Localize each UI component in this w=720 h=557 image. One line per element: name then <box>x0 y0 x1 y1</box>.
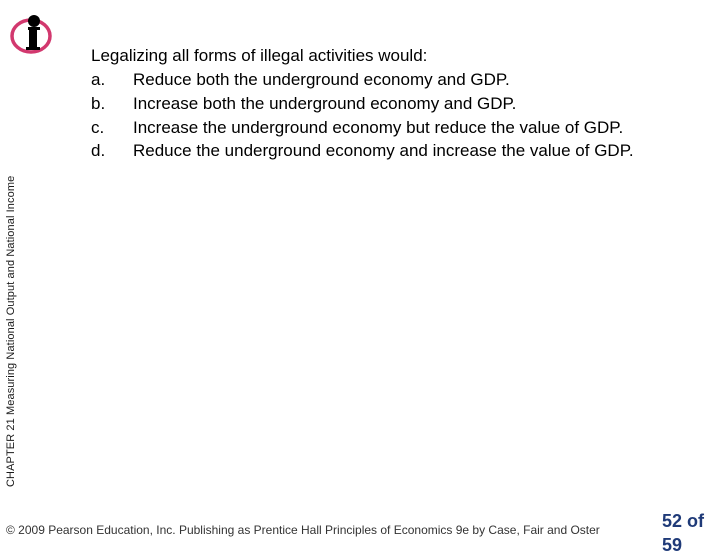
option-text: Reduce both the underground economy and GDP. <box>133 70 510 89</box>
option-d <box>91 139 651 162</box>
option-text: Reduce the underground economy and increase the value of GDP. <box>133 141 634 160</box>
question-text: Legalizing all forms of illegal activities would: <box>91 46 428 65</box>
chapter-side-label: CHAPTER 21 Measuring National Output and National Income <box>5 175 17 487</box>
option-letter: c. <box>91 118 105 137</box>
question-block <box>91 44 651 162</box>
option-letter: a. <box>91 70 106 89</box>
option-letter: d. <box>91 141 106 160</box>
option-c <box>91 116 651 139</box>
page-number: 52 of 59 <box>662 511 705 555</box>
option-letter: b. <box>91 94 106 113</box>
option-a <box>91 68 651 92</box>
option-text: Increase both the underground economy and GDP. <box>133 94 517 113</box>
copyright-footer: © 2009 Pearson Education, Inc. Publishing as Prentice Hall Principles of Economics 9e by Case, Fair and Oster <box>6 523 600 537</box>
option-text: Increase the underground economy but reduce the value of GDP. <box>133 118 624 137</box>
option-b <box>91 92 651 116</box>
answer-options <box>91 68 651 162</box>
